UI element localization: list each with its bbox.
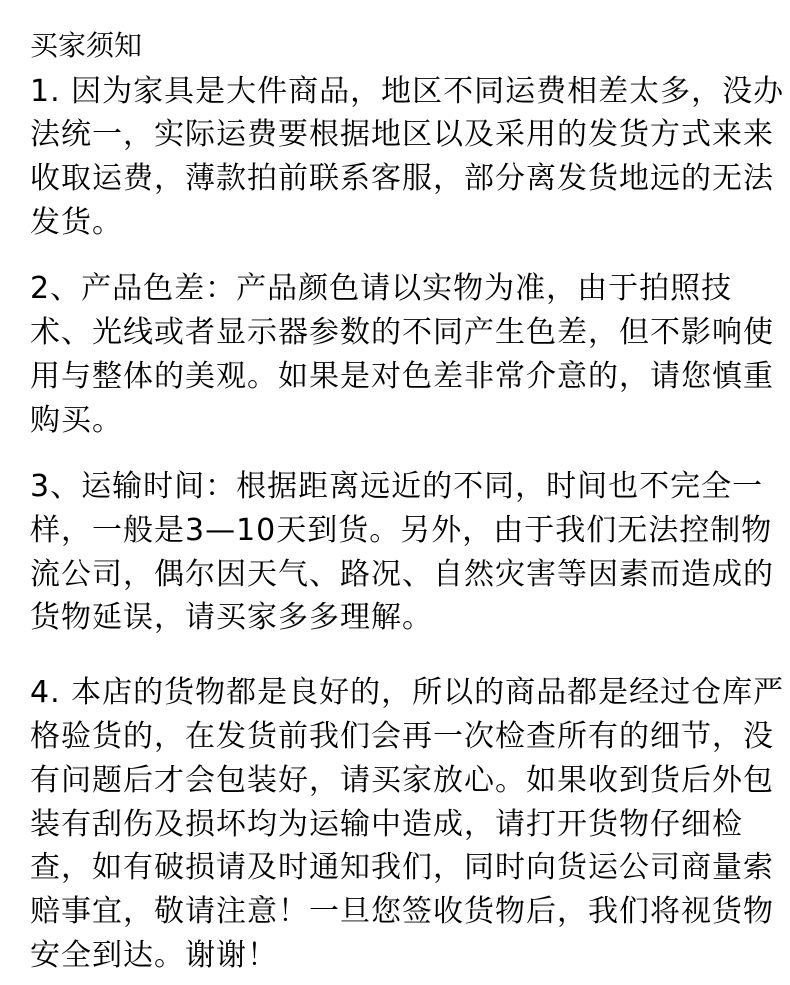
paragraph-line: 有问题后才会包装好，请买家放心。如果收到货后外包 — [30, 763, 774, 798]
paragraph-line: 术、光线或者显示器参数的不同产生色差，但不影响使 — [30, 315, 774, 350]
paragraph-line: 1. 因为家具是大件商品，地区不同运费相差太多，没办 — [30, 74, 785, 109]
paragraph-line: 用与整体的美观。如果是对色差非常介意的，请您慎重 — [30, 359, 774, 394]
paragraph-line: 流公司，偶尔因天气、路况、自然灾害等因素而造成的 — [30, 557, 774, 592]
paragraph-line: 购买。 — [30, 403, 123, 438]
document-title: 买家须知 — [30, 29, 143, 62]
paragraph-line: 赔事宜，敬请注意！一旦您签收货物后，我们将视货物 — [30, 894, 774, 929]
paragraph-line: 查，如有破损请及时通知我们，同时向货运公司商量索 — [30, 850, 774, 885]
paragraph-line: 安全到达。谢谢！ — [30, 938, 278, 973]
paragraph-line: 4. 本店的货物都是良好的，所以的商品都是经过仓库严 — [30, 675, 785, 710]
paragraph-line: 格验货的，在发货前我们会再一次检查所有的细节，没 — [30, 719, 774, 754]
paragraph-line: 3、运输时间：根据距离远近的不同，时间也不完全一 — [30, 469, 764, 504]
paragraph-line: 装有刮伤及损坏均为运输中造成，请打开货物仔细检 — [30, 807, 743, 842]
paragraph-line: 货物延误，请买家多多理解。 — [30, 600, 433, 635]
paragraph-line: 2、产品色差：产品颜色请以实物为准，由于拍照技 — [30, 271, 733, 306]
paragraph-line: 法统一，实际运费要根据地区以及采用的发货方式来来 — [30, 117, 774, 152]
paragraph-line: 发货。 — [30, 205, 123, 240]
paragraph-line: 样，一般是3—10天到货。另外，由于我们无法控制物 — [30, 513, 773, 548]
paragraph-line: 收取运费，薄款拍前联系客服，部分离发货地远的无法 — [30, 161, 774, 196]
